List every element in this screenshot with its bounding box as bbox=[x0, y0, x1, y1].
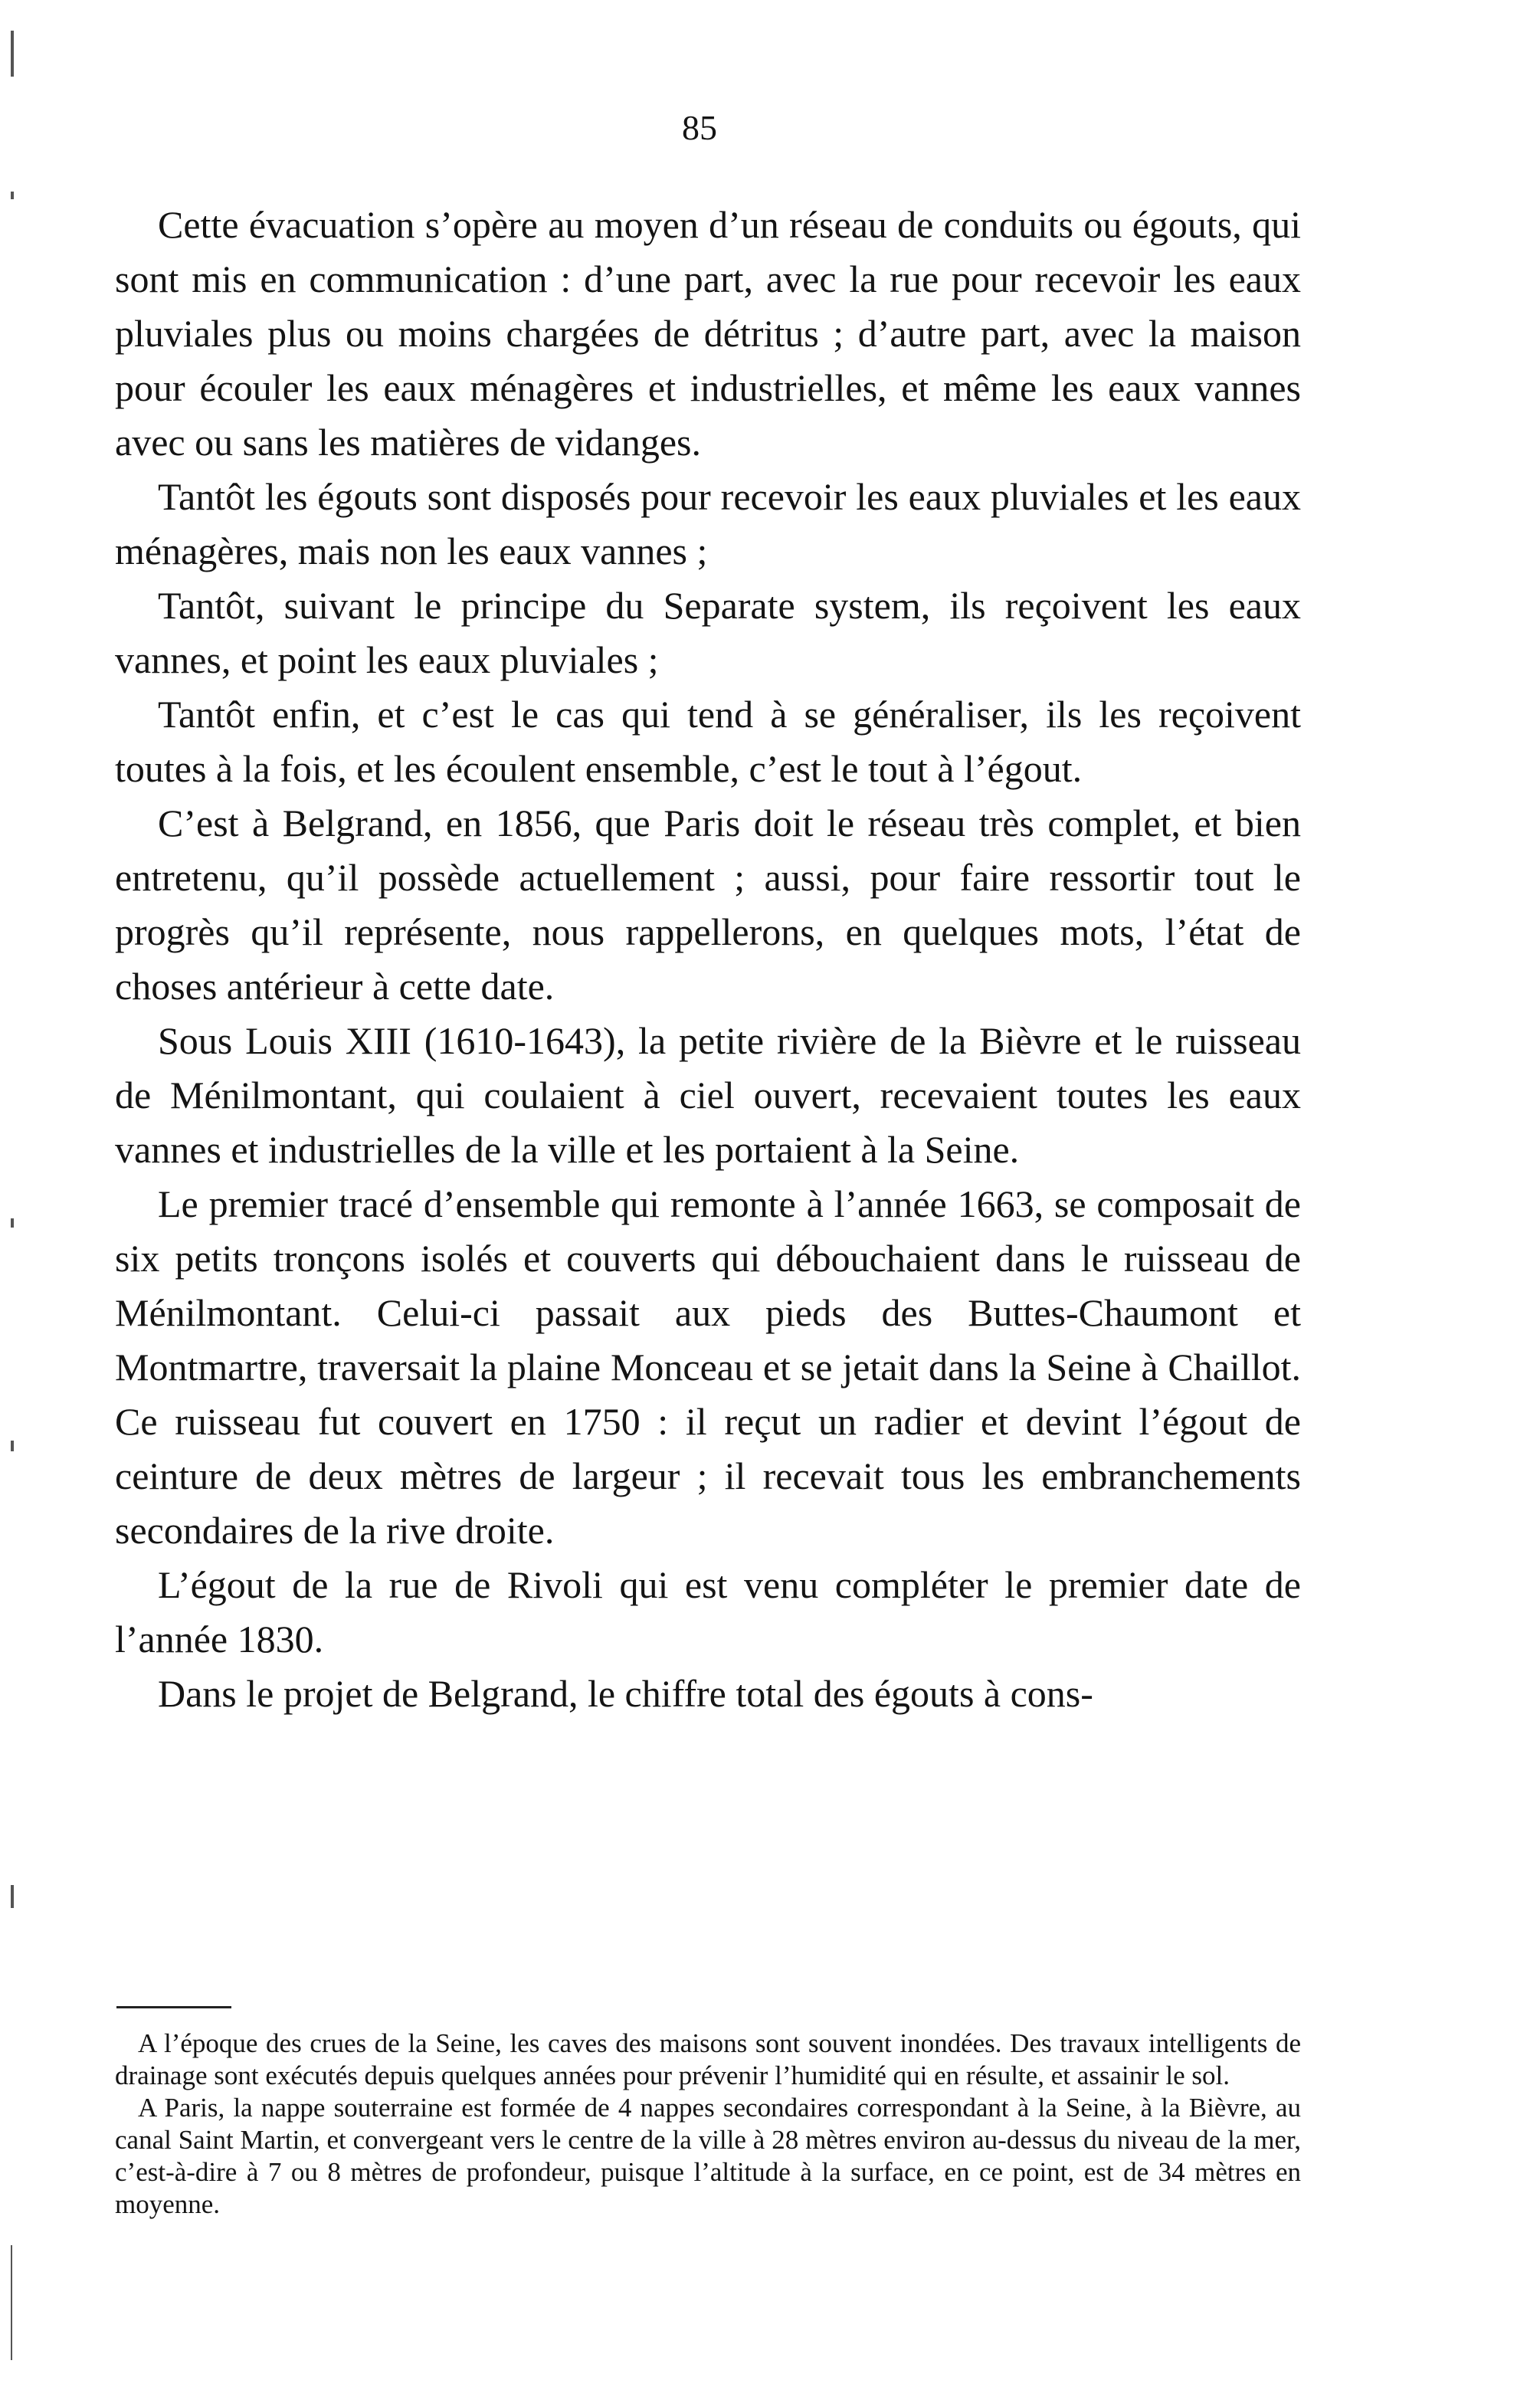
paragraph: Le premier tracé d’ensemble qui remonte à l’année 1663, se composait de six petits tronçons isolés et couverts qui débouchaient dans le ruisseau de Ménilmontant. Celui-ci passait aux pieds des Buttes-Chaumont et Montmartre, traversait la plaine Monceau et se jetait dans la Seine à Chaillot. Ce ruisseau fut couvert en 1750 : il reçut un radier et devint l’égout de ceinture de deux mètres de largeur ; il recevait tous les embranchements secondaires de la rive droite. bbox=[115, 1182, 1301, 1552]
left-margin-scan-marks bbox=[11, 0, 26, 2390]
footnotes bbox=[115, 2028, 1301, 2221]
paragraph: Tantôt enfin, et c’est le cas qui tend à se généraliser, ils les reçoivent toutes à la fois, et les écoulent ensemble, c’est le tout à l’égout. bbox=[115, 693, 1301, 790]
footnote-separator bbox=[116, 2006, 231, 2008]
paragraph: C’est à Belgrand, en 1856, que Paris doit le réseau très complet, et bien entretenu, qu’il possède actuellement ; aussi, pour faire ressortir tout le progrès qu’il représente, nous rappellerons, en quelques mots, l’état de choses antérieur à cette date. bbox=[115, 802, 1301, 1008]
paragraph: L’égout de la rue de Rivoli qui est venu compléter le premier date de l’année 1830. bbox=[115, 1563, 1301, 1661]
paragraph: Tantôt les égouts sont disposés pour recevoir les eaux pluviales et les eaux ménagères, mais non les eaux vannes ; bbox=[115, 475, 1301, 572]
page-number: 85 bbox=[682, 108, 717, 147]
body-text bbox=[115, 198, 1301, 1721]
paragraph: Dans le projet de Belgrand, le chiffre total des égouts à cons- bbox=[158, 1672, 1093, 1715]
paragraph: Cette évacuation s’opère au moyen d’un réseau de conduits ou égouts, qui sont mis en communication : d’une part, avec la rue pour recevoir les eaux pluviales plus ou moins chargées de détritus ; d’autre part, avec la maison pour écouler les eaux ménagères et industrielles, et même les eaux vannes avec ou sans les matières de vidanges. bbox=[115, 203, 1301, 464]
paragraph: Tantôt, suivant le principe du Separate system, ils reçoivent les eaux vannes, et point les eaux pluviales ; bbox=[115, 584, 1301, 681]
paragraph: Sous Louis XIII (1610-1643), la petite rivière de la Bièvre et le ruisseau de Ménilmontant, qui coulaient à ciel ouvert, recevaient toutes les eaux vannes et industrielles de la ville et les portaient à la Seine. bbox=[115, 1019, 1301, 1171]
footnote: A Paris, la nappe souterraine est formée de 4 nappes secondaires correspondant à la Seine, à la Bièvre, au canal Saint Martin, et convergeant vers le centre de la ville à 28 mètres environ au-dessus du niveau de la mer, c’est-à-dire à 7 ou 8 mètres de profondeur, puisque l’altitude à la surface, en ce point, est de 34 mètres en moyenne. bbox=[115, 2093, 1301, 2219]
footnote: A l’époque des crues de la Seine, les caves des maisons sont souvent inondées. Des travaux intelligents de drainage sont exécutés depuis quelques années pour prévenir l’humidité qui en résulte, et assainir le sol. bbox=[115, 2028, 1301, 2090]
